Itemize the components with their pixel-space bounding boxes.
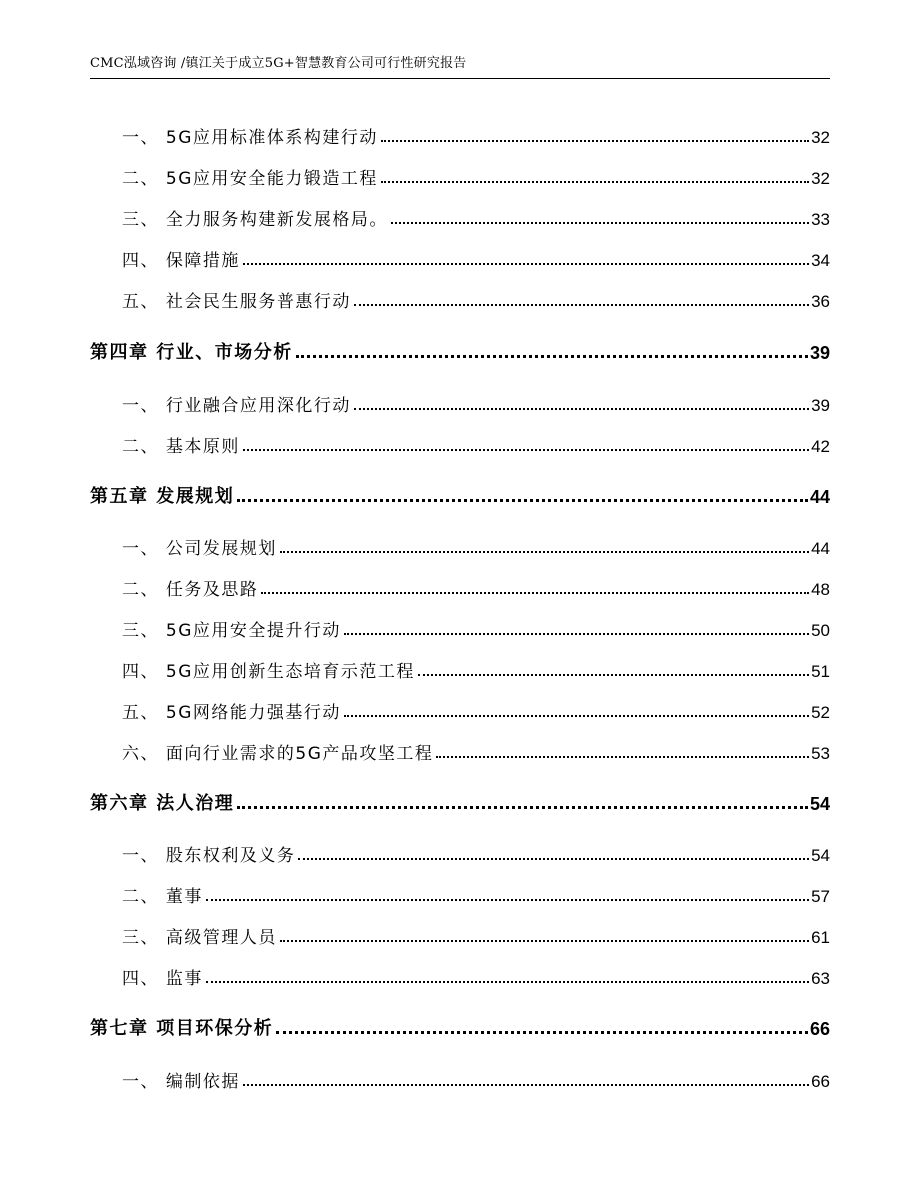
header-divider bbox=[90, 78, 830, 79]
toc-entry-title: 第七章 项目环保分析 bbox=[90, 1018, 274, 1039]
toc-section-entry[interactable] bbox=[90, 243, 830, 271]
dot-leader bbox=[344, 715, 809, 717]
toc-page-number: 54 bbox=[809, 794, 830, 814]
running-header: CMC泓域咨询 /镇江关于成立5G+智慧教育公司可行性研究报告 bbox=[90, 56, 467, 71]
toc-page-number: 51 bbox=[811, 662, 830, 681]
toc-page-number: 44 bbox=[811, 539, 830, 558]
toc-section-entry[interactable] bbox=[90, 202, 830, 230]
toc-page-number: 39 bbox=[809, 343, 830, 363]
toc-entry-title: 一、 编制依据 bbox=[122, 1072, 240, 1092]
dot-leader bbox=[206, 981, 809, 983]
dot-leader bbox=[237, 499, 808, 502]
dot-leader bbox=[418, 674, 809, 676]
dot-leader bbox=[261, 592, 809, 594]
toc-section-entry[interactable] bbox=[90, 284, 830, 312]
toc-entry-title: 四、 保障措施 bbox=[122, 251, 240, 271]
toc-page-number: 50 bbox=[811, 621, 830, 640]
toc-section-entry[interactable] bbox=[90, 879, 830, 907]
toc-section-entry[interactable] bbox=[90, 120, 830, 148]
toc-section-entry[interactable] bbox=[90, 838, 830, 866]
dot-leader bbox=[298, 858, 809, 860]
toc-page-number: 34 bbox=[811, 251, 830, 270]
toc-chapter-entry[interactable] bbox=[90, 1012, 830, 1040]
toc-entry-title: 一、 行业融合应用深化行动 bbox=[122, 396, 351, 416]
toc-entry-title: 三、 全力服务构建新发展格局。 bbox=[122, 210, 388, 230]
dot-leader bbox=[276, 1031, 808, 1034]
toc-page-number: 63 bbox=[811, 969, 830, 988]
toc-page-number: 57 bbox=[811, 887, 830, 906]
toc-chapter-entry[interactable] bbox=[90, 336, 830, 364]
toc-page-number: 61 bbox=[811, 928, 830, 947]
dot-leader bbox=[354, 304, 809, 306]
toc-section-entry[interactable] bbox=[90, 695, 830, 723]
dot-leader bbox=[354, 408, 809, 410]
toc-page-number: 32 bbox=[811, 128, 830, 147]
dot-leader bbox=[243, 263, 809, 265]
dot-leader bbox=[206, 899, 809, 901]
toc-page-number: 44 bbox=[809, 487, 830, 507]
toc-page-number: 48 bbox=[811, 580, 830, 599]
toc-section-entry[interactable] bbox=[90, 429, 830, 457]
toc-entry-title: 二、 5G应用安全能力锻造工程 bbox=[122, 169, 378, 189]
toc-page-number: 66 bbox=[809, 1019, 830, 1039]
toc-section-entry[interactable] bbox=[90, 1064, 830, 1092]
toc-page-number: 66 bbox=[811, 1072, 830, 1091]
dot-leader bbox=[243, 1084, 809, 1086]
dot-leader bbox=[344, 633, 809, 635]
toc-section-entry[interactable] bbox=[90, 388, 830, 416]
toc-entry-title: 第四章 行业、市场分析 bbox=[90, 342, 293, 363]
toc-entry-title: 第五章 发展规划 bbox=[90, 486, 235, 507]
toc-entry-title: 三、 高级管理人员 bbox=[122, 928, 277, 948]
toc-page-number: 36 bbox=[811, 292, 830, 311]
toc-section-entry[interactable] bbox=[90, 736, 830, 764]
toc-entry-title: 四、 监事 bbox=[122, 969, 203, 989]
toc-entry-title: 四、 5G应用创新生态培育示范工程 bbox=[122, 662, 415, 682]
toc-entry-title: 三、 5G应用安全提升行动 bbox=[122, 621, 341, 641]
toc-section-entry[interactable] bbox=[90, 531, 830, 559]
toc-entry-title: 五、 社会民生服务普惠行动 bbox=[122, 292, 351, 312]
toc-entry-title: 一、 公司发展规划 bbox=[122, 539, 277, 559]
toc-page-number: 52 bbox=[811, 703, 830, 722]
toc-page-number: 39 bbox=[811, 396, 830, 415]
toc-page-number: 54 bbox=[811, 846, 830, 865]
toc-page-number: 53 bbox=[811, 744, 830, 763]
dot-leader bbox=[237, 806, 808, 809]
toc-entry-title: 六、 面向行业需求的5G产品攻坚工程 bbox=[122, 744, 434, 764]
toc-section-entry[interactable] bbox=[90, 161, 830, 189]
dot-leader bbox=[381, 140, 809, 142]
dot-leader bbox=[381, 181, 809, 183]
dot-leader bbox=[280, 940, 809, 942]
toc-section-entry[interactable] bbox=[90, 613, 830, 641]
toc-entry-title: 一、 5G应用标准体系构建行动 bbox=[122, 128, 378, 148]
toc-section-entry[interactable] bbox=[90, 961, 830, 989]
toc-section-entry[interactable] bbox=[90, 920, 830, 948]
dot-leader bbox=[280, 551, 809, 553]
toc-entry-title: 第六章 法人治理 bbox=[90, 793, 235, 814]
toc-page-number: 33 bbox=[811, 210, 830, 229]
toc-chapter-entry[interactable] bbox=[90, 480, 830, 508]
dot-leader bbox=[436, 756, 809, 758]
toc-entry-title: 二、 董事 bbox=[122, 887, 203, 907]
toc-section-entry[interactable] bbox=[90, 654, 830, 682]
toc-page-number: 42 bbox=[811, 437, 830, 456]
toc-entry-title: 二、 基本原则 bbox=[122, 437, 240, 457]
toc-section-entry[interactable] bbox=[90, 572, 830, 600]
dot-leader bbox=[243, 449, 809, 451]
toc-chapter-entry[interactable] bbox=[90, 787, 830, 815]
toc-entry-title: 五、 5G网络能力强基行动 bbox=[122, 703, 341, 723]
toc-entry-title: 二、 任务及思路 bbox=[122, 580, 259, 600]
dot-leader bbox=[391, 222, 809, 224]
dot-leader bbox=[296, 355, 808, 358]
toc-page-number: 32 bbox=[811, 169, 830, 188]
toc-entry-title: 一、 股东权利及义务 bbox=[122, 846, 296, 866]
